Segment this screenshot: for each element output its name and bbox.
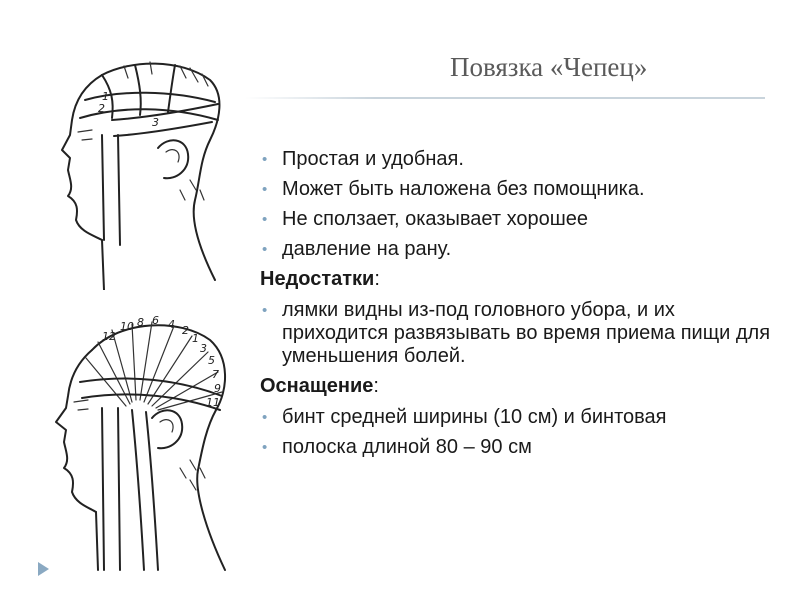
drawbacks-heading [260, 268, 778, 291]
bandage-turn-number: 3 [200, 342, 207, 355]
bandage-turn-number: 1 [102, 90, 109, 103]
equipment-heading-text: Оснащение [260, 375, 374, 397]
bandage-turn-number: 1 [192, 332, 199, 345]
bandage-turn-number: 6 [152, 314, 159, 327]
bandage-turn-number: 11 [206, 396, 220, 409]
bandage-turn-number: 2 [182, 324, 189, 337]
list-item: • давление на рану. [258, 238, 778, 261]
list-item: • Простая и удобная. [258, 148, 778, 171]
bandage-turn-number: 10 [120, 320, 134, 333]
play-arrow-icon [38, 562, 49, 576]
list-item: • Может быть наложена без помощника. [258, 178, 778, 201]
equipment-heading-colon: : [373, 375, 379, 397]
drawbacks-heading-colon: : [374, 268, 380, 290]
slide-title: Повязка «Чепец» [450, 52, 648, 82]
head-bandage-illustration-bottom [40, 300, 240, 575]
list-item: • бинт средней ширины (10 см) и бинтовая [258, 406, 778, 429]
bandage-turn-number: 8 [137, 316, 144, 329]
bandage-turn-number: 7 [212, 368, 219, 381]
slide-content [258, 148, 778, 466]
drawbacks-heading-text: Недостатки [260, 268, 375, 290]
bandage-turn-number: 9 [214, 382, 221, 395]
list-item: • полоска длиной 80 – 90 см [258, 436, 778, 459]
list-item: • лямки видны из-под головного убора, и их приходится развязывать во время приема пищи для уменьшения болей. [258, 299, 778, 368]
bandage-turn-number: 12 [102, 330, 116, 343]
bandage-turn-number: 4 [168, 318, 175, 331]
title-divider [245, 97, 765, 99]
head-bandage-illustration-top [40, 40, 240, 290]
bandage-turn-number: 3 [152, 116, 159, 129]
list-item: • Не сползает, оказывает хорошее [258, 208, 778, 231]
equipment-heading [260, 375, 778, 398]
bandage-turn-number: 5 [208, 354, 215, 367]
bandage-turn-number: 2 [98, 102, 105, 115]
